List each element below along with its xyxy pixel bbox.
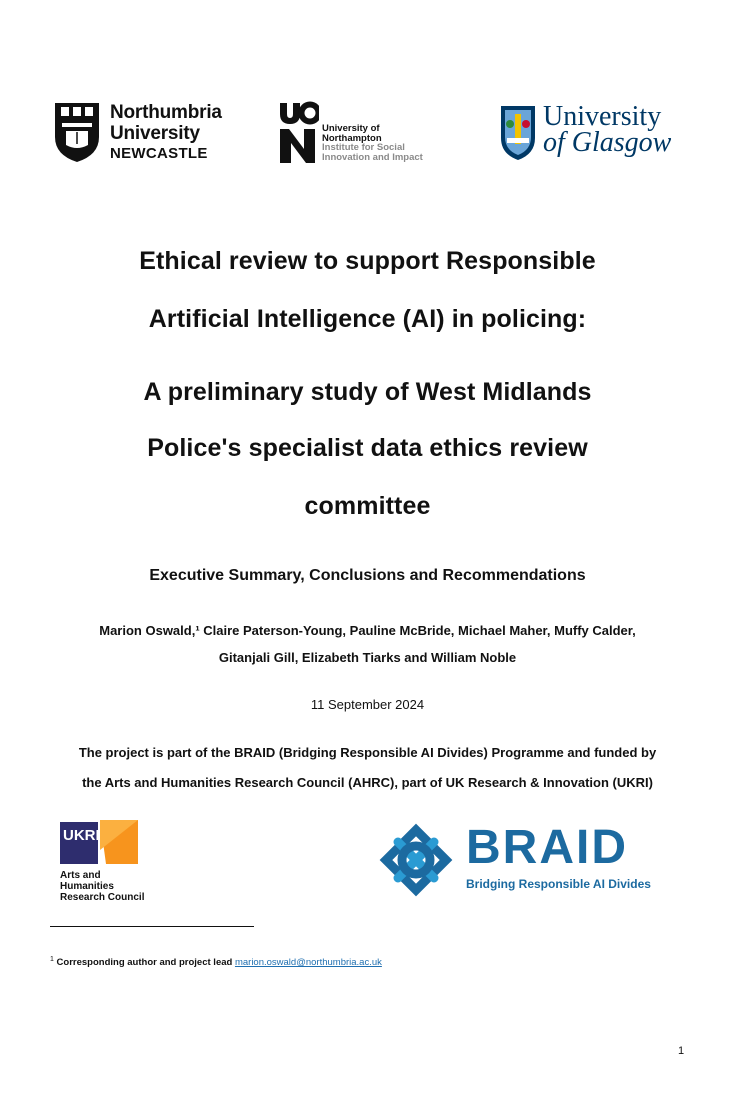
glasgow-crest-icon — [499, 104, 537, 162]
footnote-divider — [50, 926, 254, 927]
northumbria-name-line3: NEWCASTLE — [110, 145, 208, 162]
northampton-line1: University of — [322, 123, 380, 134]
title-line-2: Artificial Intelligence (AI) in policing: — [148, 305, 587, 333]
author-email-link[interactable]: marion.oswald@northumbria.ac.uk — [234, 957, 382, 969]
title-line-1: Ethical review to support Responsible — [139, 247, 596, 275]
northampton-line2: Northampton — [322, 132, 382, 144]
project-line-2: the Arts and Humanities Research Council (AHRC), part of UK Research & Innovation (UKRI) — [82, 775, 653, 790]
glasgow-logo — [499, 101, 689, 164]
ukri-mark-icon — [60, 820, 140, 866]
footnote — [50, 956, 382, 968]
title-line-4: Police's specialist data ethics review — [147, 434, 588, 462]
ukri-mark-text: UKRI — [63, 827, 100, 844]
northumbria-name-line1: Northumbria — [110, 102, 222, 123]
braid-logo — [376, 820, 666, 900]
northumbria-name-line2: University — [110, 123, 200, 144]
title-line-3: A preliminary study of West Midlands — [143, 378, 592, 406]
ahrc-line1: Arts and — [60, 870, 101, 881]
authors-line-2: Gitanjali Gill, Elizabeth Tiarks and William Noble — [218, 650, 517, 665]
project-line-1: The project is part of the BRAID (Bridging Responsible AI Divides) Programme and funded by — [78, 745, 657, 760]
ahrc-line2: Humanities — [60, 881, 114, 892]
glasgow-name-line1: University — [543, 101, 662, 132]
uon-mark-icon — [279, 101, 319, 165]
footnote-text: Corresponding author and project lead — [56, 957, 233, 969]
ahrc-logo — [60, 820, 170, 910]
title-line-5: committee — [304, 492, 431, 520]
publication-date: 11 September 2024 — [310, 697, 425, 712]
footnote-marker: 1 — [50, 956, 54, 963]
braid-wordmark: BRAID — [466, 821, 628, 874]
ahrc-line3: Research Council — [60, 892, 145, 903]
glasgow-name-line2: of Glasgow — [543, 127, 672, 158]
northampton-line3: Institute for Social — [322, 142, 405, 153]
northumbria-logo — [52, 101, 252, 163]
northumbria-crest-icon — [52, 101, 102, 163]
braid-knot-icon — [376, 820, 456, 900]
northampton-line4: Innovation and Impact — [322, 151, 423, 163]
northampton-logo — [279, 101, 459, 165]
braid-tagline: Bridging Responsible AI Divides — [466, 877, 651, 891]
page-number: 1 — [678, 1045, 685, 1057]
authors-line-1: Marion Oswald,¹ Claire Paterson-Young, Pauline McBride, Michael Maher, Muffy Calder, — [99, 623, 636, 638]
document-subtitle: Executive Summary, Conclusions and Recommendations — [149, 567, 586, 584]
